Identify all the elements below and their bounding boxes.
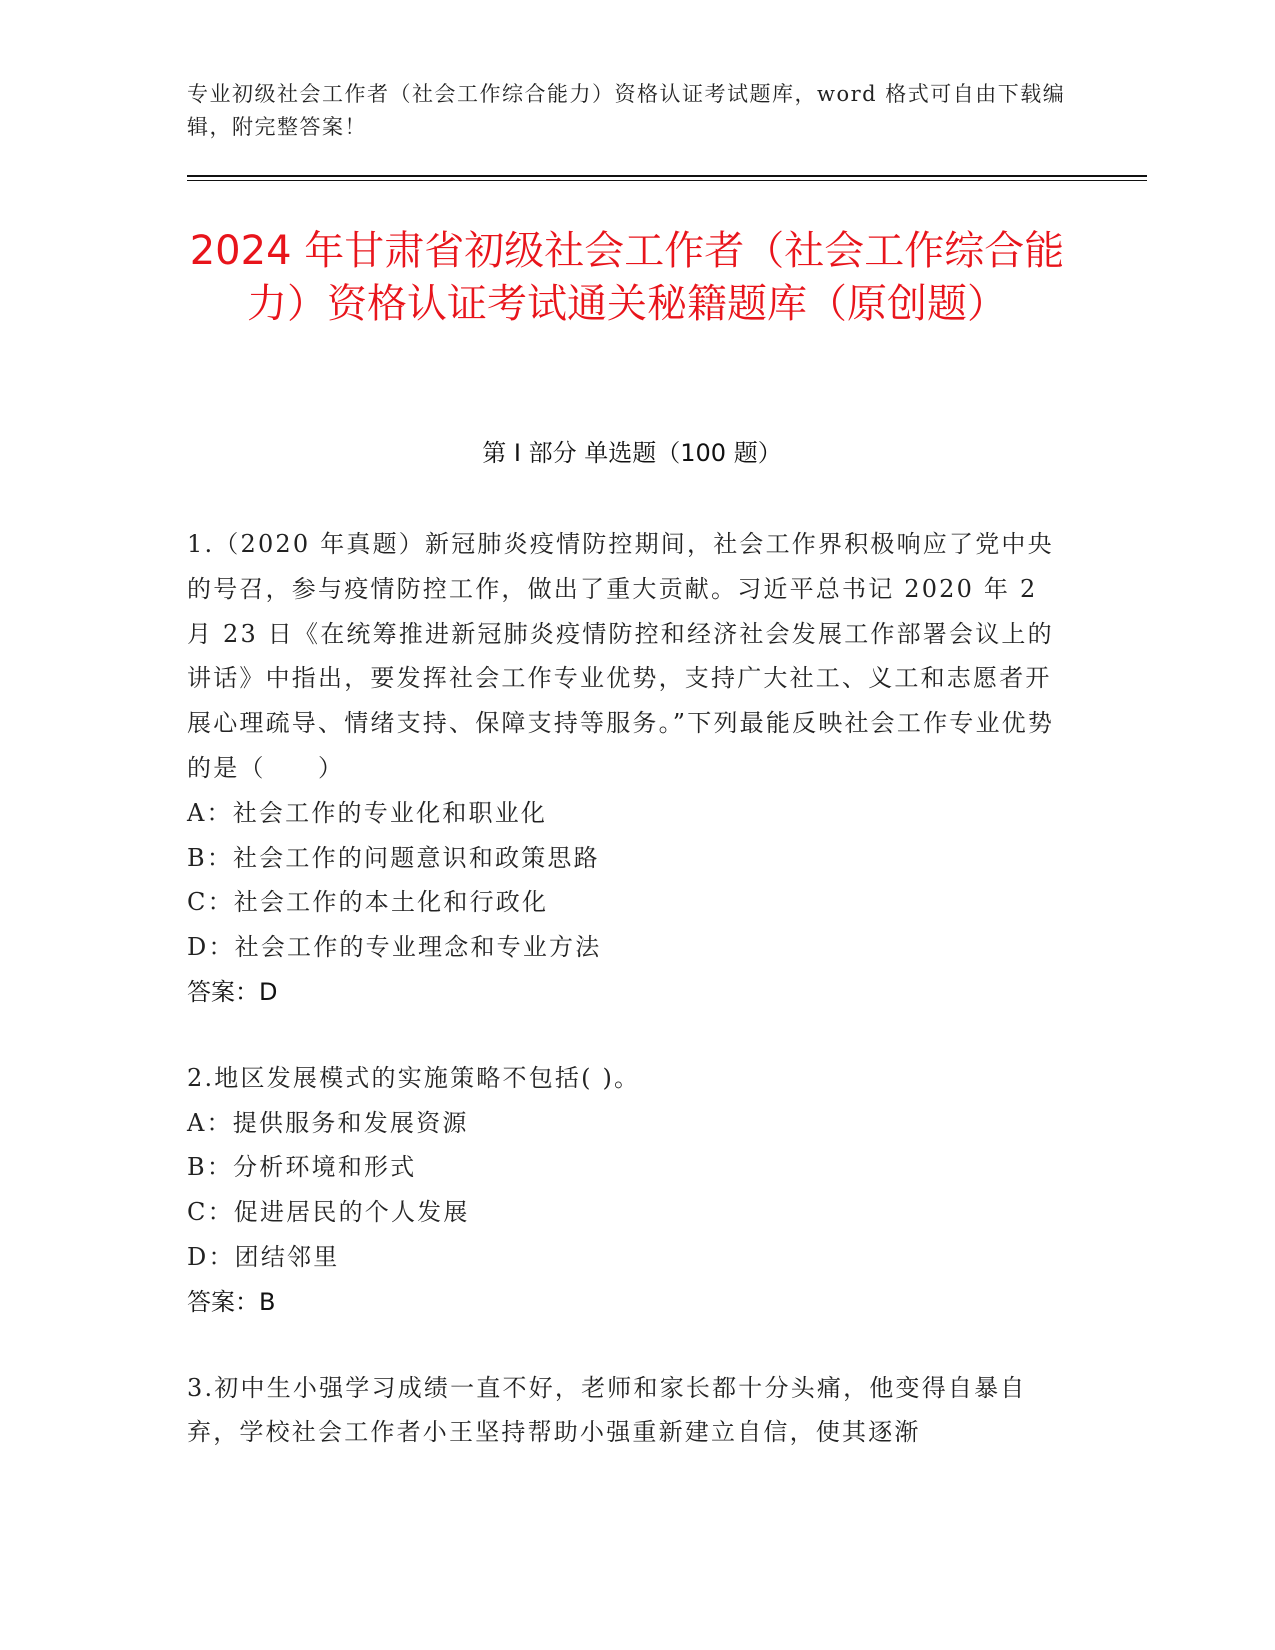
header-rule-thick	[187, 175, 1147, 177]
question-item	[187, 522, 1067, 1015]
option-b: B：社会工作的问题意识和政策思路	[187, 843, 600, 872]
option-d: D：团结邻里	[187, 1242, 340, 1271]
question-item	[187, 1366, 1067, 1456]
option-b: B：分析环境和形式	[187, 1153, 417, 1182]
section-heading: 第 I 部分 单选题（100 题）	[482, 439, 782, 467]
document-page	[187, 0, 1147, 1650]
header-rule-thin	[187, 180, 1147, 181]
question-text: 1.（2020 年真题）新冠肺炎疫情防控期间，社会工作界积极响应了党中央的号召，参与疫情防控工作，做出了重大贡献。习近平总书记 2020 年 2 月 23 日《在统筹推进新冠肺炎疫情防控和经济社会发展工作部署会议上的讲话》中指出，要发挥社会工作专业优势，支持广大社工、义工和志愿者开展心理疏导、情绪支持、保障支持等服务。”下列最能反映社会工作专业优势的是（ ）	[187, 530, 1055, 782]
question-text: 3.初中生小强学习成绩一直不好，老师和家长都十分头痛，他变得自暴自弃，学校社会工作者小王坚持帮助小强重新建立自信，使其逐渐	[187, 1373, 1027, 1447]
question-list	[187, 522, 1067, 1496]
option-a: A：提供服务和发展资源	[187, 1108, 469, 1137]
question-text: 2.地区发展模式的实施策略不包括( )。	[187, 1063, 641, 1092]
question-item	[187, 1056, 1067, 1325]
document-title: 2024 年甘肃省初级社会工作者（社会工作综合能力）资格认证考试通关秘籍题库（原创题）	[189, 228, 1065, 327]
header-note: 专业初级社会工作者（社会工作综合能力）资格认证考试题库，word 格式可自由下载编辑，附完整答案！	[187, 82, 1066, 139]
answer-line: 答案：B	[187, 1287, 276, 1316]
answer-line: 答案：D	[187, 977, 278, 1006]
option-c: C：社会工作的本土化和行政化	[187, 888, 549, 917]
option-d: D：社会工作的专业理念和专业方法	[187, 933, 602, 962]
option-a: A：社会工作的专业化和职业化	[187, 798, 548, 827]
option-c: C：促进居民的个人发展	[187, 1198, 470, 1227]
